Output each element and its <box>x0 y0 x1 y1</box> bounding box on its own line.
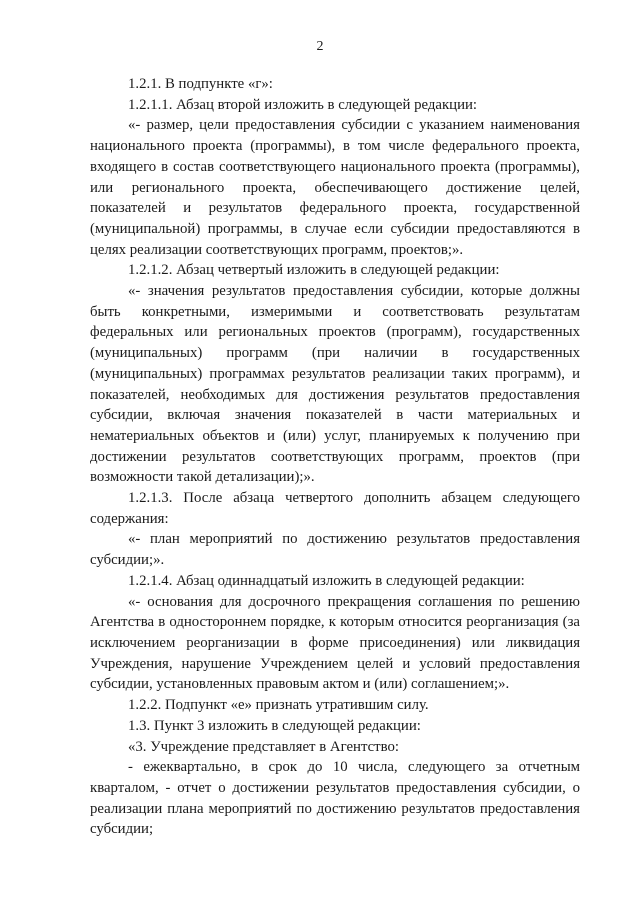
paragraph: 1.2.1.2. Абзац четвертый изложить в следующей редакции: <box>128 262 500 279</box>
paragraph: 1.3. Пункт 3 изложить в следующей редакции: <box>128 717 421 734</box>
paragraph: «- значения результатов предоставления субсидии, которые должны быть конкретными, измеримыми и соответствовать результатам федеральных или региональных проектов (программ), государственных (муниципальных) программ (при наличии в государственных (муниципальных) программах результатов реализации таких программ), и показателей, необходимых для достижения результатов предоставления субсидии, включая значения показателей в части материальных и нематериальных объектов и (или) услуг, планируемых к получению при достижении результатов соответствующих программ, проектов (при возможности такой детализации);». <box>90 283 580 486</box>
paragraph: «3. Учреждение представляет в Агентство: <box>128 738 400 755</box>
paragraph: «- основания для досрочного прекращения соглашения по решению Агентства в одностороннем порядке, к которым относится реорганизация (за исключением реорганизации в форме присоединения) или ликвидация Учреждения, нарушение Учреждением целей и условий предоставления субсидии, установленных правовым актом и (или) соглашением;». <box>90 593 580 693</box>
paragraph: 1.2.1.3. После абзаца четвертого дополнить абзацем следующего содержания: <box>90 490 580 527</box>
paragraph: «- размер, цели предоставления субсидии с указанием наименования национального проекта (программы), в том числе федерального проекта, входящего в состав соответствующего национального проекта (программы), или регионального проекта, обеспечивающего достижение целей, показателей и результатов федерального проекта, государственной (муниципальной) программы, в случае если субсидии предоставляются в целях реализации соответствующих программ, проектов;». <box>90 117 580 258</box>
paragraph: 1.2.1.1. Абзац второй изложить в следующей редакции: <box>128 96 478 113</box>
paragraph: 1.2.1.4. Абзац одиннадцатый изложить в следующей редакции: <box>128 572 525 589</box>
document-body <box>90 74 580 840</box>
paragraph: «- план мероприятий по достижению результатов предоставления субсидии;». <box>90 531 580 569</box>
paragraph: 1.2.1. В подпункте «г»: <box>128 76 273 92</box>
paragraph: - ежеквартально, в срок до 10 числа, следующего за отчетным кварталом, - отчет о достижении результатов предоставления субсидии, о реализации плана мероприятий по достижению результатов предоставления субсидии; <box>90 759 580 838</box>
page-number: 2 <box>316 39 324 54</box>
paragraph: 1.2.2. Подпункт «е» признать утратившим силу. <box>128 697 429 714</box>
